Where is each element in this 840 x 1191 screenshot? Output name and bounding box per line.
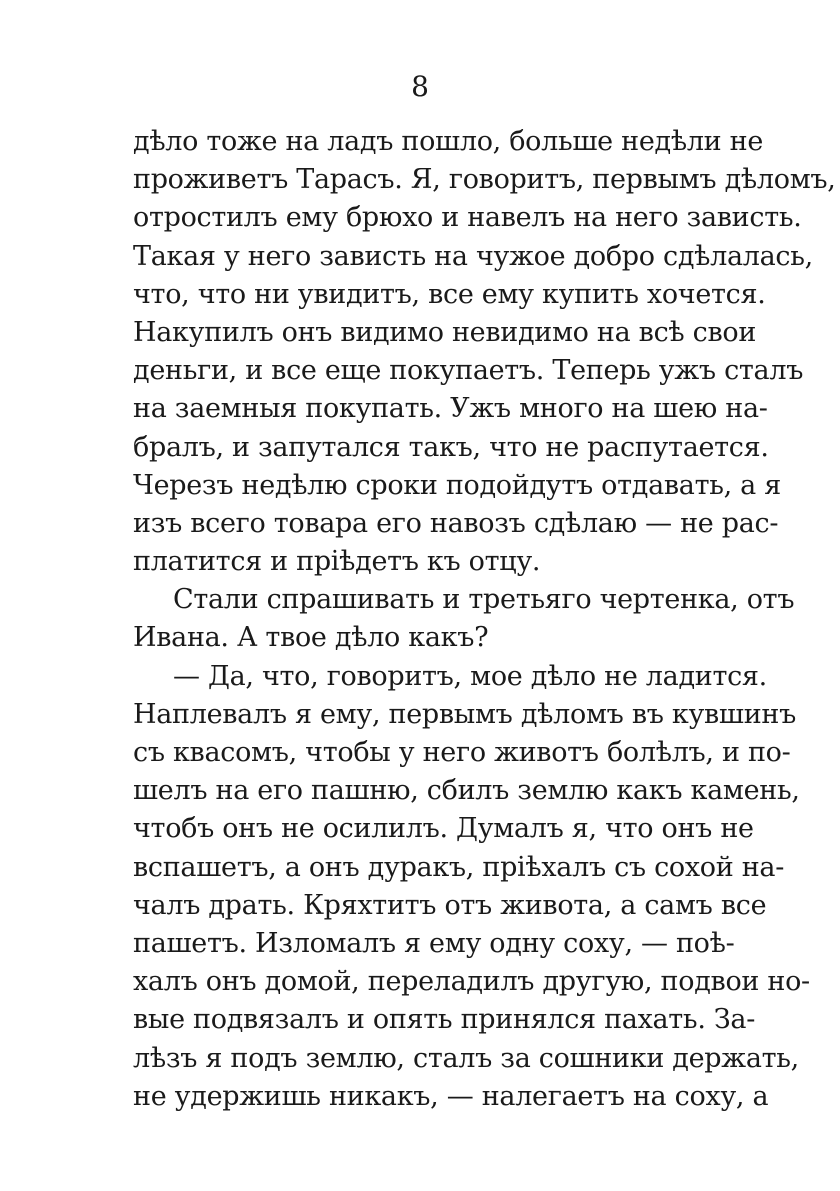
text-line: платится и пріѣдетъ къ отцу.	[133, 546, 541, 578]
text-line: лѣзъ я подъ землю, сталъ за сошники держать,	[133, 1042, 799, 1074]
text-line: Накупилъ онъ видимо невидимо на всѣ свои	[133, 316, 757, 348]
text-line: изъ всего товара его навозъ сдѣлаю — не рас-	[133, 507, 779, 539]
text-line: шелъ на его пашню, сбилъ землю какъ камень,	[133, 775, 800, 807]
text-line: Ивана. А твое дѣло какъ?	[133, 622, 489, 654]
text-line: чалъ драть. Кряхтитъ отъ живота, а самъ все	[133, 889, 767, 921]
text-line: Наплевалъ я ему, первымъ дѣломъ въ кувшинъ	[133, 698, 797, 730]
text-line: пашетъ. Изломалъ я ему одну соху, — поѣ-	[133, 927, 735, 959]
text-line: Такая у него зависть на чужое добро сдѣлалась,	[133, 240, 813, 272]
text-line: съ квасомъ, чтобы у него животъ болѣлъ, и по-	[133, 737, 791, 768]
text-line: деньги, и все еще покупаетъ. Теперь ужъ сталъ	[133, 355, 804, 387]
text-line: отростилъ ему брюхо и навелъ на него зависть.	[133, 202, 802, 234]
text-line: не удержишь никакъ, — налегаетъ на соху, а	[133, 1080, 769, 1112]
text-line: вспашетъ, а онъ дуракъ, пріѣхалъ съ сохой на-	[133, 851, 785, 883]
text-line: Стали спрашивать и третьяго чертенка, отъ	[173, 584, 795, 616]
text-line: — Да, что, говоритъ, мое дѣло не ладится.	[173, 660, 767, 692]
text-line: проживетъ Тарасъ. Я, говоритъ, первымъ дѣломъ,	[133, 164, 836, 196]
text-line: на заемныя покупать. Ужъ много на шею на-	[133, 393, 768, 425]
text-line: Черезъ недѣлю сроки подойдутъ отдавать, а я	[133, 469, 781, 501]
text-line: вые подвязалъ и опять принялся пахать. За-	[133, 1004, 756, 1036]
text-line: халъ онъ домой, переладилъ другую, подвои но-	[133, 966, 810, 998]
text-line: дѣло тоже на ладъ пошло, больше недѣли не	[133, 126, 764, 157]
text-line: чтобъ онъ не осилилъ. Думалъ я, что онъ не	[133, 813, 754, 845]
text-line: что, что ни увидитъ, все ему купить хочется.	[133, 278, 766, 310]
text-line: бралъ, и запутался такъ, что не распутается.	[133, 431, 769, 463]
body-text	[133, 123, 836, 1116]
page-number: 8	[411, 70, 429, 103]
